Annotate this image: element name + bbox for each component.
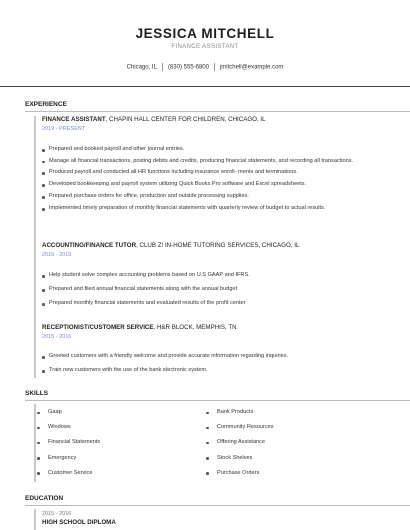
- section-accent-bar: [34, 509, 36, 530]
- list-item: Produced payroll and conducted all HR functions including insurance enroll- ments and terminations.: [42, 169, 377, 177]
- list-item: Prepared and filed annual financial statements along with the annual budget: [42, 286, 377, 294]
- job-dates: 2015 - 2016: [42, 334, 72, 340]
- header-divider: [0, 86, 410, 87]
- skills-right-column: [206, 409, 274, 485]
- job-entry: [42, 116, 387, 132]
- contact-phone: (830) 555-6800: [167, 64, 209, 71]
- education-heading: EDUCATION: [25, 495, 64, 502]
- contact-divider: [214, 63, 215, 71]
- list-item: Train new customers with the use of the bank electronic system.: [42, 367, 377, 375]
- skill-item: Offering Assistance: [206, 439, 274, 454]
- list-item: Developed bookkeeping and payroll system utilizing Quick Books Pro software and Excel spreadsheets.: [42, 181, 377, 189]
- skill-item: Bank Products: [206, 409, 274, 424]
- job-heading: ACCOUNTING/FINANCE TUTOR, CLUB Z! IN-HOME TUTORING SERVICES, CHICAGO, IL: [42, 242, 300, 249]
- skill-item: Stock Shelves: [206, 455, 274, 470]
- list-item: Greeted customers with a friendly welcome and provide accurate information regarding inquiries.: [42, 353, 377, 361]
- job-entry: [42, 324, 387, 340]
- skills-heading: SKILLS: [25, 390, 49, 397]
- job-heading: FINANCE ASSISTANT, CHAPIN HALL CENTER FOR CHILDREN, CHICAGO, IL: [42, 116, 266, 123]
- skill-item: Gaap: [37, 409, 100, 424]
- contact-divider: [162, 63, 163, 71]
- contact-email[interactable]: jmitchell@example.com: [219, 64, 284, 71]
- skill-item: Purchase Orders: [206, 470, 274, 485]
- skill-item: Community Resources: [206, 424, 274, 439]
- skill-item: Windows: [37, 424, 100, 439]
- section-accent-bar: [34, 404, 36, 482]
- job-dates: 2016 - 2019: [42, 252, 72, 258]
- list-item: Help student solve complex accounting problems based on U.S GAAP and IFRS.: [42, 272, 377, 280]
- resume-name: JESSICA MITCHELL: [135, 26, 275, 41]
- section-divider: [25, 400, 410, 401]
- education-dates: 2015 - 2016: [42, 511, 72, 517]
- contact-location: Chicago, IL: [126, 64, 157, 71]
- skill-item: Customer Service: [37, 470, 100, 485]
- section-divider: [25, 505, 410, 506]
- job-dates: 2019 - PRESENT: [42, 126, 86, 132]
- job-bullets: [42, 272, 377, 308]
- job-entry: [42, 242, 387, 258]
- job-bullets: [42, 353, 377, 375]
- job-bullets: [42, 146, 377, 213]
- list-item: Prepared purchase orders for office, production and outside processing supplies.: [42, 193, 377, 201]
- contact-line: [0, 63, 410, 71]
- list-item: Prepared and booked payroll and other journal entries.: [42, 146, 377, 154]
- skill-item: Emergency: [37, 455, 100, 470]
- section-divider: [25, 111, 410, 112]
- education-degree: HIGH SCHOOL DIPLOMA: [42, 519, 116, 526]
- skills-left-column: [37, 409, 100, 485]
- list-item: Implemented timely preparation of monthly financial statements with quarterly review of budget to actual results.: [42, 205, 377, 213]
- list-item: Manage all financial transactions, posting debits and credits, producing financial statements, and recording all transactions.: [42, 158, 377, 166]
- job-heading: RECEPTIONIST/CUSTOMER SERVICE, H&R BLOCK, MEMPHIS, TN: [42, 324, 237, 331]
- job-title: FINANCE ASSISTANT: [171, 44, 239, 50]
- experience-heading: EXPERIENCE: [25, 101, 67, 108]
- section-accent-bar: [34, 116, 36, 378]
- list-item: Prepared monthly financial statements and evaluated results of the profit center: [42, 300, 377, 308]
- skill-item: Financial Statements: [37, 439, 100, 454]
